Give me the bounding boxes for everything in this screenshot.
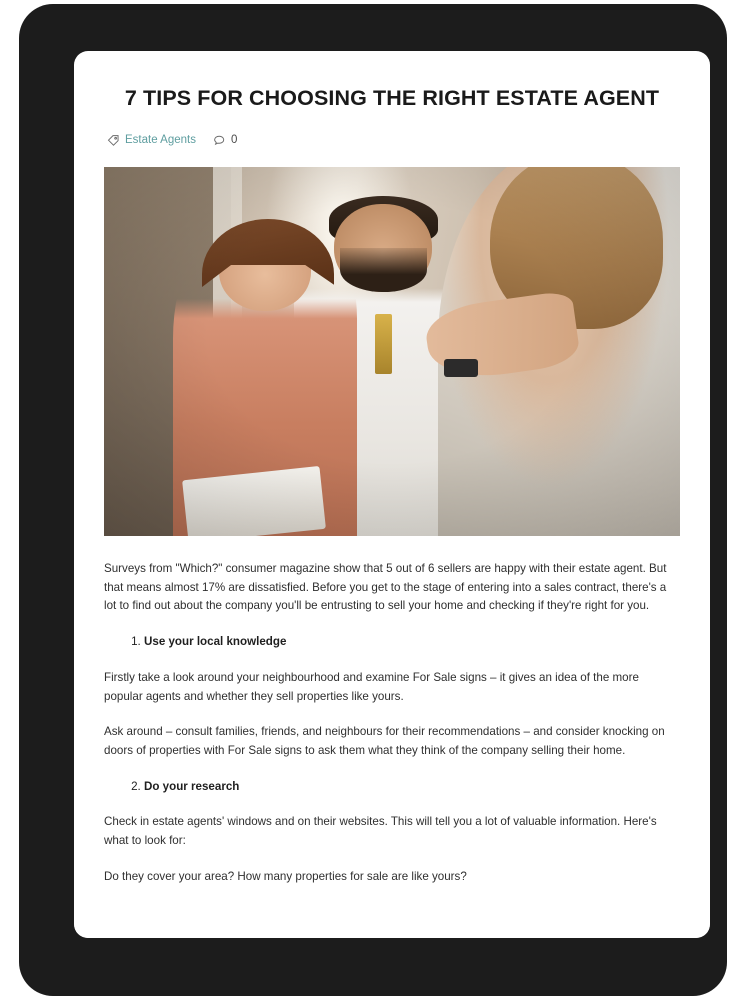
- tip1-paragraph-2: Ask around – consult families, friends, and neighbours for their recommendations – and consider knocking on doors of properties with For Sale signs to ask them what they think of the company selling their home.: [104, 725, 665, 758]
- hero-image: [104, 167, 680, 536]
- comment-icon: [213, 134, 226, 147]
- article-meta: [107, 134, 680, 147]
- article-card: [74, 51, 710, 938]
- list-item: 2. Do your research: [144, 778, 680, 797]
- category-meta[interactable]: [107, 134, 196, 147]
- device-frame: [19, 4, 727, 996]
- hero-vignette: [104, 167, 680, 536]
- tip2-paragraph-2: Do they cover your area? How many properties for sale are like yours?: [104, 870, 467, 883]
- list-item: 1. Use your local knowledge: [144, 633, 680, 652]
- page-title: 7 TIPS FOR CHOOSING THE RIGHT ESTATE AGENT: [124, 86, 660, 110]
- category-link[interactable]: Estate Agents: [125, 134, 196, 147]
- comments-meta[interactable]: [213, 134, 237, 147]
- comment-count: 0: [230, 134, 238, 147]
- tip2-paragraph-1: Check in estate agents' windows and on their websites. This will tell you a lot of valuable information. Here's what to look for:: [104, 815, 657, 848]
- intro-paragraph: Surveys from "Which?" consumer magazine show that 5 out of 6 sellers are happy with their estate agent. But that means almost 17% are dissatisfied. Before you get to the stage of entering into a sales contract, there's a lot to find out about the company you'll be entrusting to sell your home and checking if they're right for you.: [104, 561, 667, 613]
- tag-icon: [107, 134, 120, 147]
- tip1-paragraph-1: Firstly take a look around your neighbourhood and examine For Sale signs – it gives an idea of the more popular agents and whether they sell properties like yours.: [104, 670, 639, 703]
- article-content: [74, 51, 710, 938]
- tip-list-one: [104, 633, 680, 652]
- tip-list-two: [104, 778, 680, 797]
